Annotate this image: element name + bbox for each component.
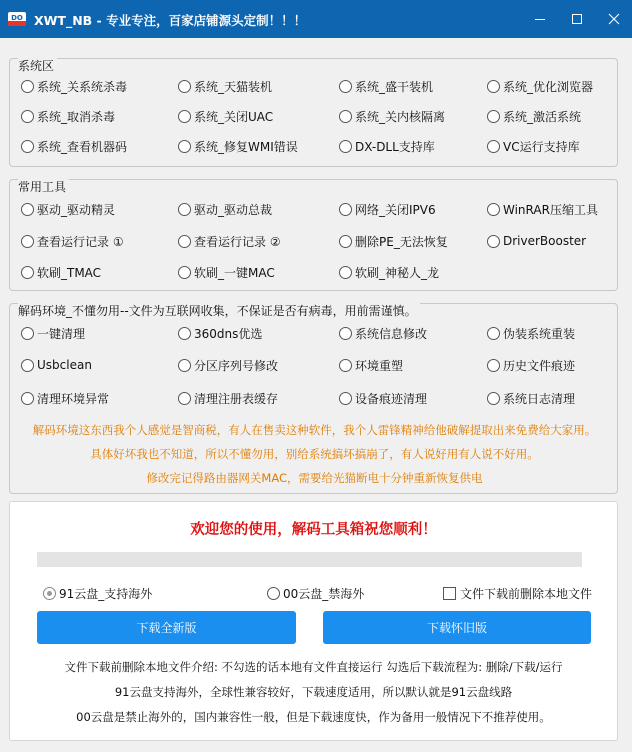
- info-line-3: 00云盘是禁止海外的，国内兼容性一般，但是下载速度快，作为备用一般情况下不推荐使用。: [76, 710, 551, 724]
- radio-decode-8[interactable]: 清理环境异常: [21, 389, 109, 407]
- radio-tools-1[interactable]: 驱动_驱动总裁: [178, 200, 272, 218]
- window-title: XWT_NB - 专业专注，百家店铺源头定制！！！: [34, 13, 307, 28]
- download-panel: [9, 501, 618, 741]
- welcome-message: 欢迎您的使用，解码工具箱祝您顺利！: [190, 522, 437, 538]
- svg-text:DO: DO: [11, 14, 23, 22]
- download-old-button[interactable]: 下载怀旧版: [323, 611, 591, 644]
- radio-system-1[interactable]: 系统_天猫装机: [178, 77, 272, 95]
- info-line-2: 91云盘支持海外，全球性兼容较好，下载速度适用，所以默认就是91云盘线路: [114, 685, 513, 699]
- radio-system-3[interactable]: 系统_优化浏览器: [487, 77, 593, 95]
- maximize-icon: [571, 13, 583, 25]
- radio-system-11[interactable]: VC运行支持库: [487, 137, 580, 155]
- app-logo-icon: [8, 12, 26, 26]
- radio-decode-1[interactable]: 360dns优选: [178, 324, 262, 342]
- radio-decode-7[interactable]: 历史文件痕迹: [487, 356, 575, 374]
- radio-system-5[interactable]: 系统_关闭UAC: [178, 107, 273, 125]
- radio-decode-10[interactable]: 设备痕迹清理: [339, 389, 427, 407]
- radio-tools-10[interactable]: 软刷_神秘人_龙: [339, 263, 439, 281]
- radio-tools-8[interactable]: 软刷_TMAC: [21, 263, 101, 281]
- radio-decode-4[interactable]: Usbclean: [21, 356, 92, 374]
- radio-tools-2[interactable]: 网络_关闭IPV6: [339, 200, 436, 218]
- radio-decode-3[interactable]: 伪装系统重装: [487, 324, 575, 342]
- decode-note-2: 具体好坏我也不知道，所以不懂勿用，别给系统搞坏搞崩了，有人说好用有人说不好用。: [90, 447, 539, 461]
- radio-system-4[interactable]: 系统_取消杀毒: [21, 107, 115, 125]
- radio-tools-7[interactable]: DriverBooster: [487, 232, 586, 250]
- radio-decode-5[interactable]: 分区序列号修改: [178, 356, 278, 374]
- radio-system-8[interactable]: 系统_查看机器码: [21, 137, 127, 155]
- radio-tools-4[interactable]: 查看运行记录 ①: [21, 232, 124, 250]
- group-tools-title: 常用工具: [18, 179, 69, 195]
- radio-decode-11[interactable]: 系统日志清理: [487, 389, 575, 407]
- title-bar: [0, 0, 632, 38]
- radio-decode-0[interactable]: 一键清理: [21, 324, 85, 342]
- close-icon: [608, 13, 620, 25]
- radio-system-9[interactable]: 系统_修复WMI错误: [178, 137, 298, 155]
- group-decode: [9, 303, 618, 494]
- minimize-icon: [534, 13, 546, 25]
- delete-local-checkbox[interactable]: 文件下载前删除本地文件: [443, 584, 592, 602]
- info-line-1: 文件下载前删除本地文件介绍: 不勾选的话本地有文件直接运行 勾选后下载流程为: 删除/下载/运行: [64, 660, 563, 674]
- minimize-button[interactable]: [524, 0, 556, 38]
- maximize-button[interactable]: [561, 0, 593, 38]
- close-button[interactable]: [598, 0, 630, 38]
- radio-decode-6[interactable]: 环境重塑: [339, 356, 403, 374]
- download-new-button[interactable]: 下载全新版: [37, 611, 296, 644]
- radio-tools-5[interactable]: 查看运行记录 ②: [178, 232, 281, 250]
- radio-tools-9[interactable]: 软刷_一键MAC: [178, 263, 275, 281]
- decode-note-1: 解码环境这东西我个人感觉是智商税，有人在售卖这种软件，我个人雷锋精神给他破解提取出来免费给大家用。: [32, 423, 597, 437]
- group-system-title: 系统区: [18, 58, 57, 74]
- group-tools: [9, 179, 618, 291]
- radio-decode-2[interactable]: 系统信息修改: [339, 324, 427, 342]
- radio-system-0[interactable]: 系统_关系统杀毒: [21, 77, 127, 95]
- radio-cloud-00[interactable]: 00云盘_禁海外: [267, 584, 364, 602]
- group-system: [9, 58, 618, 167]
- radio-tools-6[interactable]: 删除PE_无法恢复: [339, 232, 448, 250]
- radio-tools-3[interactable]: WinRAR压缩工具: [487, 200, 598, 218]
- group-decode-title: 解码环境_不懂勿用--文件为互联网收集，不保证是否有病毒，用前需谨慎。: [18, 303, 420, 319]
- radio-system-10[interactable]: DX-DLL支持库: [339, 137, 435, 155]
- radio-tools-0[interactable]: 驱动_驱动精灵: [21, 200, 115, 218]
- decode-note-3: 修改完记得路由器网关MAC，需要给光猫断电十分钟重新恢复供电: [146, 471, 483, 485]
- radio-cloud-91[interactable]: 91云盘_支持海外: [43, 584, 152, 602]
- radio-system-2[interactable]: 系统_盛干装机: [339, 77, 433, 95]
- radio-system-6[interactable]: 系统_关内核隔离: [339, 107, 445, 125]
- radio-system-7[interactable]: 系统_激活系统: [487, 107, 581, 125]
- download-progress-bar: [37, 552, 582, 567]
- radio-decode-9[interactable]: 清理注册表缓存: [178, 389, 278, 407]
